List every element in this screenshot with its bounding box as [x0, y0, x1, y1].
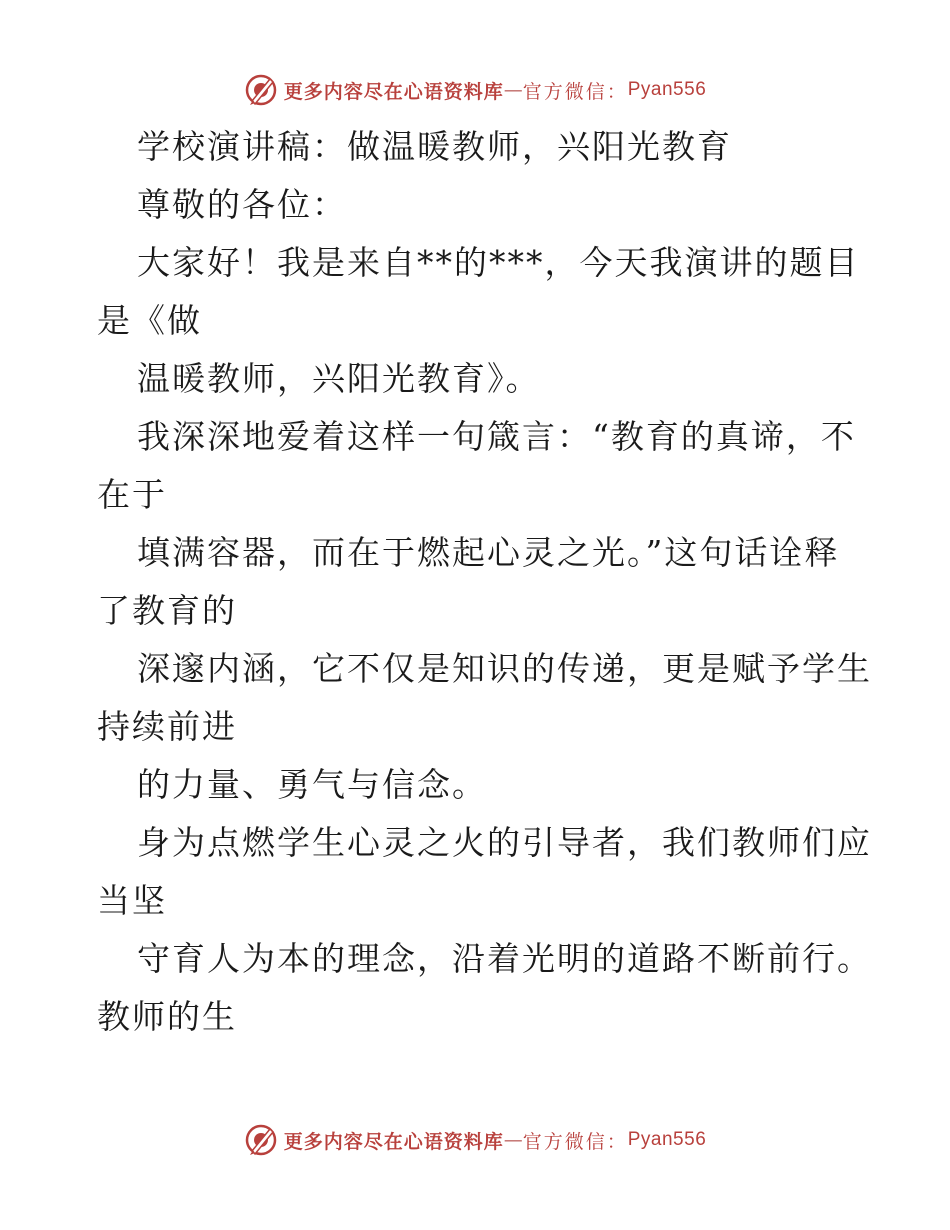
footer-banner	[0, 1120, 950, 1160]
body-line: 当坚	[97, 881, 167, 920]
pen-logo-icon	[244, 1123, 278, 1157]
body-line: 填满容器，而在于燃起心灵之光。”这句话诠释	[137, 533, 840, 572]
banner-label: 官方微信：	[522, 80, 628, 103]
body-line: 是《做	[97, 301, 202, 340]
body-line: 的力量、勇气与信念。	[137, 765, 487, 804]
body-line: 持续前进	[97, 707, 237, 746]
header-banner	[0, 70, 950, 110]
banner-label: 官方微信：	[522, 1130, 628, 1153]
banner-separator: —	[503, 79, 523, 101]
body-line: 深邃内涵，它不仅是知识的传递，更是赋予学生	[137, 649, 872, 688]
body-line: 了教育的	[97, 591, 237, 630]
banner-account: Pyan556	[627, 1129, 707, 1150]
body-line: 在于	[97, 475, 167, 514]
body-line: 温暖教师，兴阳光教育》。	[137, 359, 541, 398]
salutation: 尊敬的各位：	[137, 185, 347, 224]
banner-brand: 更多内容尽在心语资料库	[283, 1130, 504, 1153]
banner-account: Pyan556	[627, 79, 707, 100]
banner-separator: —	[503, 1129, 523, 1151]
body-line: 教师的生	[97, 997, 237, 1036]
body-line: 守育人为本的理念，沿着光明的道路不断前行。	[137, 939, 872, 978]
banner-brand: 更多内容尽在心语资料库	[283, 80, 504, 103]
document-title: 学校演讲稿：做温暖教师，兴阳光教育	[137, 127, 732, 166]
pen-logo-icon	[244, 73, 278, 107]
body-line: 大家好！我是来自**的***，今天我演讲的题目	[137, 243, 860, 282]
body-line: 我深深地爱着这样一句箴言：“教育的真谛，不	[137, 417, 856, 456]
document-body	[97, 118, 872, 1046]
body-line: 身为点燃学生心灵之火的引导者，我们教师们应	[137, 823, 872, 862]
